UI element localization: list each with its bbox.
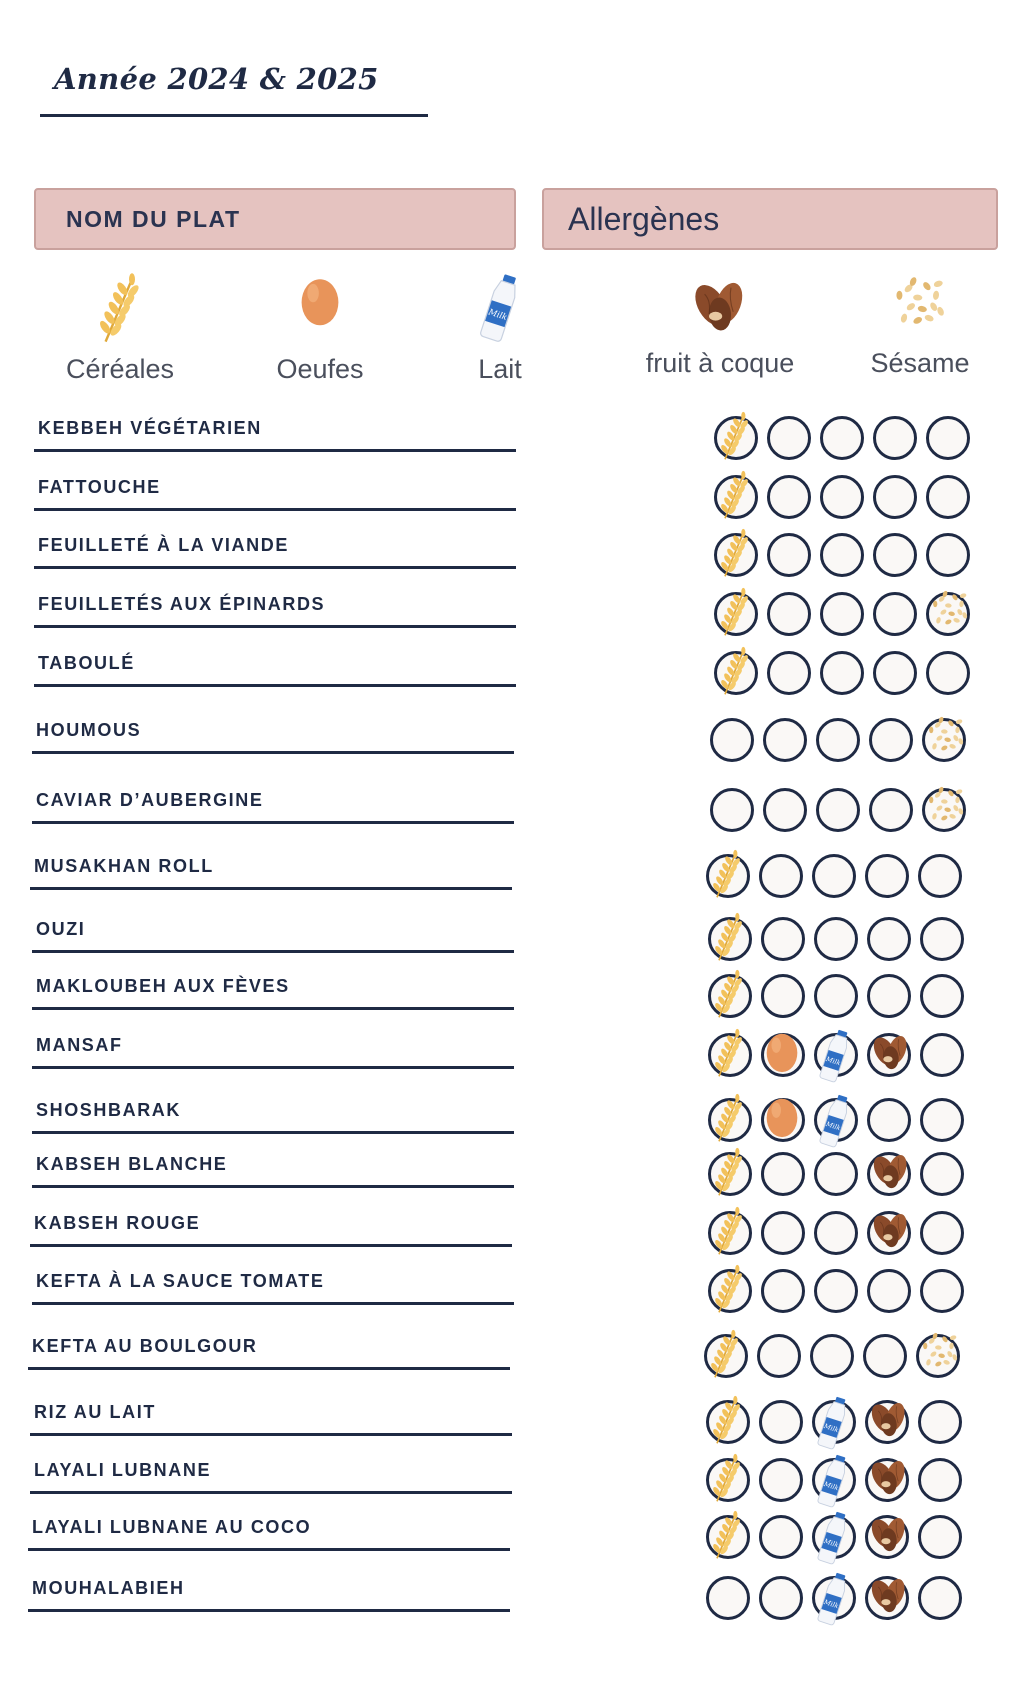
allergen-indicator-5 xyxy=(918,1515,962,1559)
allergen-indicator-5 xyxy=(918,1458,962,1502)
dish-name: SHOSHBARAK xyxy=(36,1100,182,1120)
allergen-indicator-5 xyxy=(920,1098,964,1142)
svg-text:Milk: Milk xyxy=(823,1422,840,1435)
allergen-indicator-4 xyxy=(863,1334,907,1378)
allergen-indicator-4 xyxy=(867,1152,911,1196)
allergen-indicator-5 xyxy=(922,788,966,832)
allergen-indicator-3 xyxy=(810,1334,854,1378)
allergen-indicator-1 xyxy=(706,1515,750,1559)
sesame-seeds-icon xyxy=(840,272,1000,342)
dish-name: KEBBEH VÉGÉTARIEN xyxy=(38,418,262,438)
wheat-icon xyxy=(40,272,200,348)
dish-column-header xyxy=(34,188,516,250)
allergen-indicator-3 xyxy=(820,592,864,636)
dish-name: LAYALI LUBNANE xyxy=(34,1460,212,1480)
row-divider xyxy=(30,887,512,890)
allergen-indicator-2 xyxy=(757,1334,801,1378)
allergen-indicator-2 xyxy=(767,592,811,636)
allergen-indicator-3 xyxy=(814,917,858,961)
allergen-indicator-1 xyxy=(714,475,758,519)
allergen-indicator-5 xyxy=(926,651,970,695)
allergen-indicator-2 xyxy=(763,718,807,762)
allergen-indicator-5 xyxy=(918,854,962,898)
row-divider xyxy=(32,1007,514,1010)
row-divider xyxy=(34,508,516,511)
dish-name: OUZI xyxy=(36,919,86,939)
allergen-indicator-5 xyxy=(926,533,970,577)
allergen-indicator-4 xyxy=(873,475,917,519)
allergen-indicator-4 xyxy=(865,1400,909,1444)
allergen-indicator-5 xyxy=(920,917,964,961)
allergen-indicator-3 xyxy=(820,533,864,577)
allergen-indicator-3 xyxy=(820,416,864,460)
legend-oeufs xyxy=(240,272,400,385)
dish-name: TABOULÉ xyxy=(38,653,135,673)
row-divider xyxy=(32,821,514,824)
allergen-indicator-4 xyxy=(869,788,913,832)
dish-name: FEUILLETÉS AUX ÉPINARDS xyxy=(38,594,326,614)
row-divider xyxy=(34,449,516,452)
dish-name: KABSEH BLANCHE xyxy=(36,1154,228,1174)
allergen-indicator-4 xyxy=(873,592,917,636)
egg-icon xyxy=(240,272,400,348)
allergen-indicator-1 xyxy=(706,1458,750,1502)
row-divider xyxy=(28,1609,510,1612)
row-divider xyxy=(28,1548,510,1551)
allergen-indicator-4 xyxy=(865,1515,909,1559)
allergen-indicator-4 xyxy=(865,1458,909,1502)
row-divider xyxy=(28,1367,510,1370)
allergen-indicator-5 xyxy=(920,1269,964,1313)
allergen-indicator-2 xyxy=(761,1152,805,1196)
row-divider xyxy=(32,1185,514,1188)
allergen-indicator-1 xyxy=(710,718,754,762)
allergen-indicator-5 xyxy=(926,475,970,519)
allergen-indicator-5 xyxy=(918,1576,962,1620)
allergen-indicator-1 xyxy=(708,1152,752,1196)
allergen-indicator-4 xyxy=(873,416,917,460)
allergen-indicator-1 xyxy=(708,1269,752,1313)
allergen-indicator-3 xyxy=(816,718,860,762)
allergen-indicator-4 xyxy=(865,854,909,898)
allergen-indicator-1 xyxy=(708,917,752,961)
allergen-indicator-2 xyxy=(759,854,803,898)
row-divider xyxy=(34,625,516,628)
allergen-indicator-1 xyxy=(714,533,758,577)
dish-name: CAVIAR D’AUBERGINE xyxy=(36,790,264,810)
allergen-indicator-2 xyxy=(767,533,811,577)
svg-text:Milk: Milk xyxy=(487,306,509,322)
allergen-indicator-1 xyxy=(706,1576,750,1620)
allergen-indicator-2 xyxy=(761,917,805,961)
row-divider xyxy=(32,751,514,754)
allergen-indicator-2 xyxy=(767,651,811,695)
allergen-indicator-5 xyxy=(920,974,964,1018)
dish-name: LAYALI LUBNANE AU COCO xyxy=(32,1517,312,1537)
svg-text:Milk: Milk xyxy=(823,1598,840,1611)
allergen-indicator-3 xyxy=(814,1152,858,1196)
allergen-indicator-3 xyxy=(820,651,864,695)
legend-label-sesame: Sésame xyxy=(870,348,970,378)
allergen-indicator-2 xyxy=(759,1458,803,1502)
allergen-indicator-5 xyxy=(920,1211,964,1255)
dish-name: FATTOUCHE xyxy=(38,477,161,497)
allergen-indicator-1 xyxy=(708,1211,752,1255)
allergen-indicator-1 xyxy=(714,416,758,460)
allergens-column-header xyxy=(542,188,998,250)
allergen-indicator-1 xyxy=(708,1033,752,1077)
svg-text:Milk: Milk xyxy=(825,1120,842,1133)
dish-name: FEUILLETÉ À LA VIANDE xyxy=(38,535,289,555)
legend-label-lait: Lait xyxy=(478,354,522,384)
allergen-indicator-5 xyxy=(926,416,970,460)
allergen-indicator-3 xyxy=(814,1098,858,1142)
allergen-indicator-3 xyxy=(812,1458,856,1502)
legend-sesame xyxy=(840,272,1000,379)
allergen-indicator-2 xyxy=(761,974,805,1018)
legend-lait xyxy=(430,272,570,385)
allergen-indicator-3 xyxy=(812,1400,856,1444)
allergen-indicator-4 xyxy=(867,917,911,961)
allergen-indicator-3 xyxy=(814,1033,858,1077)
almond-icon xyxy=(620,272,820,342)
row-divider xyxy=(32,1131,514,1134)
allergen-indicator-2 xyxy=(761,1098,805,1142)
allergen-indicator-2 xyxy=(759,1515,803,1559)
svg-text:Milk: Milk xyxy=(823,1480,840,1493)
svg-text:Milk: Milk xyxy=(825,1055,842,1068)
row-divider xyxy=(34,684,516,687)
legend-label-fruit-a-coque: fruit à coque xyxy=(645,348,795,378)
allergen-indicator-2 xyxy=(761,1211,805,1255)
dish-name: KABSEH ROUGE xyxy=(34,1213,201,1233)
dish-name: MOUHALABIEH xyxy=(32,1578,185,1598)
allergens-column-title: Allergènes xyxy=(568,200,720,237)
allergen-indicator-5 xyxy=(920,1033,964,1077)
legend-label-cereales: Céréales xyxy=(65,354,175,384)
allergen-indicator-1 xyxy=(704,1334,748,1378)
allergen-indicator-3 xyxy=(814,974,858,1018)
allergen-indicator-5 xyxy=(918,1400,962,1444)
allergen-indicator-1 xyxy=(710,788,754,832)
year-title-underline xyxy=(40,114,428,117)
row-divider xyxy=(34,566,516,569)
allergen-indicator-1 xyxy=(708,974,752,1018)
allergen-indicator-2 xyxy=(767,475,811,519)
allergen-indicator-1 xyxy=(714,651,758,695)
row-divider xyxy=(32,950,514,953)
allergen-indicator-2 xyxy=(759,1400,803,1444)
allergen-indicator-3 xyxy=(814,1211,858,1255)
dish-name: KEFTA AU BOULGOUR xyxy=(32,1336,258,1356)
allergen-indicator-3 xyxy=(820,475,864,519)
allergen-indicator-3 xyxy=(812,854,856,898)
allergen-indicator-4 xyxy=(867,1269,911,1313)
allergen-indicator-5 xyxy=(922,718,966,762)
legend-fruit-a-coque xyxy=(620,272,820,379)
allergen-indicator-4 xyxy=(873,651,917,695)
dish-column-title: NOM DU PLAT xyxy=(66,205,241,232)
allergen-indicator-1 xyxy=(714,592,758,636)
dish-name: KEFTA À LA SAUCE TOMATE xyxy=(36,1271,325,1291)
dish-name: MANSAF xyxy=(36,1035,123,1055)
row-divider xyxy=(30,1244,512,1247)
allergen-indicator-1 xyxy=(708,1098,752,1142)
allergen-indicator-2 xyxy=(759,1576,803,1620)
allergen-indicator-4 xyxy=(869,718,913,762)
allergen-indicator-2 xyxy=(767,416,811,460)
allergen-indicator-1 xyxy=(706,854,750,898)
row-divider xyxy=(32,1066,514,1069)
dish-name: MUSAKHAN ROLL xyxy=(34,856,214,876)
allergen-indicator-2 xyxy=(763,788,807,832)
dish-name: MAKLOUBEH AUX FÈVES xyxy=(36,976,290,996)
allergen-indicator-4 xyxy=(865,1576,909,1620)
allergen-indicator-4 xyxy=(867,974,911,1018)
allergen-indicator-4 xyxy=(867,1098,911,1142)
allergen-indicator-1 xyxy=(706,1400,750,1444)
allergen-indicator-5 xyxy=(926,592,970,636)
row-divider xyxy=(32,1302,514,1305)
allergen-indicator-4 xyxy=(867,1211,911,1255)
legend-cereales xyxy=(40,272,200,385)
row-divider xyxy=(30,1491,512,1494)
row-divider xyxy=(30,1433,512,1436)
dish-name: HOUMOUS xyxy=(36,720,142,740)
allergen-indicator-3 xyxy=(812,1576,856,1620)
allergen-indicator-3 xyxy=(812,1515,856,1559)
allergen-indicator-5 xyxy=(916,1334,960,1378)
allergen-indicator-4 xyxy=(873,533,917,577)
allergen-indicator-4 xyxy=(867,1033,911,1077)
allergen-indicator-5 xyxy=(920,1152,964,1196)
milk-bottle-icon xyxy=(430,272,570,348)
year-title: Année 2024 & 2025 xyxy=(54,62,379,96)
legend-label-oeufs: Oeufes xyxy=(276,354,364,384)
allergen-indicator-2 xyxy=(761,1033,805,1077)
allergen-indicator-2 xyxy=(761,1269,805,1313)
allergen-indicator-3 xyxy=(814,1269,858,1313)
svg-text:Milk: Milk xyxy=(823,1537,840,1550)
allergen-indicator-3 xyxy=(816,788,860,832)
dish-name: RIZ AU LAIT xyxy=(34,1402,156,1422)
